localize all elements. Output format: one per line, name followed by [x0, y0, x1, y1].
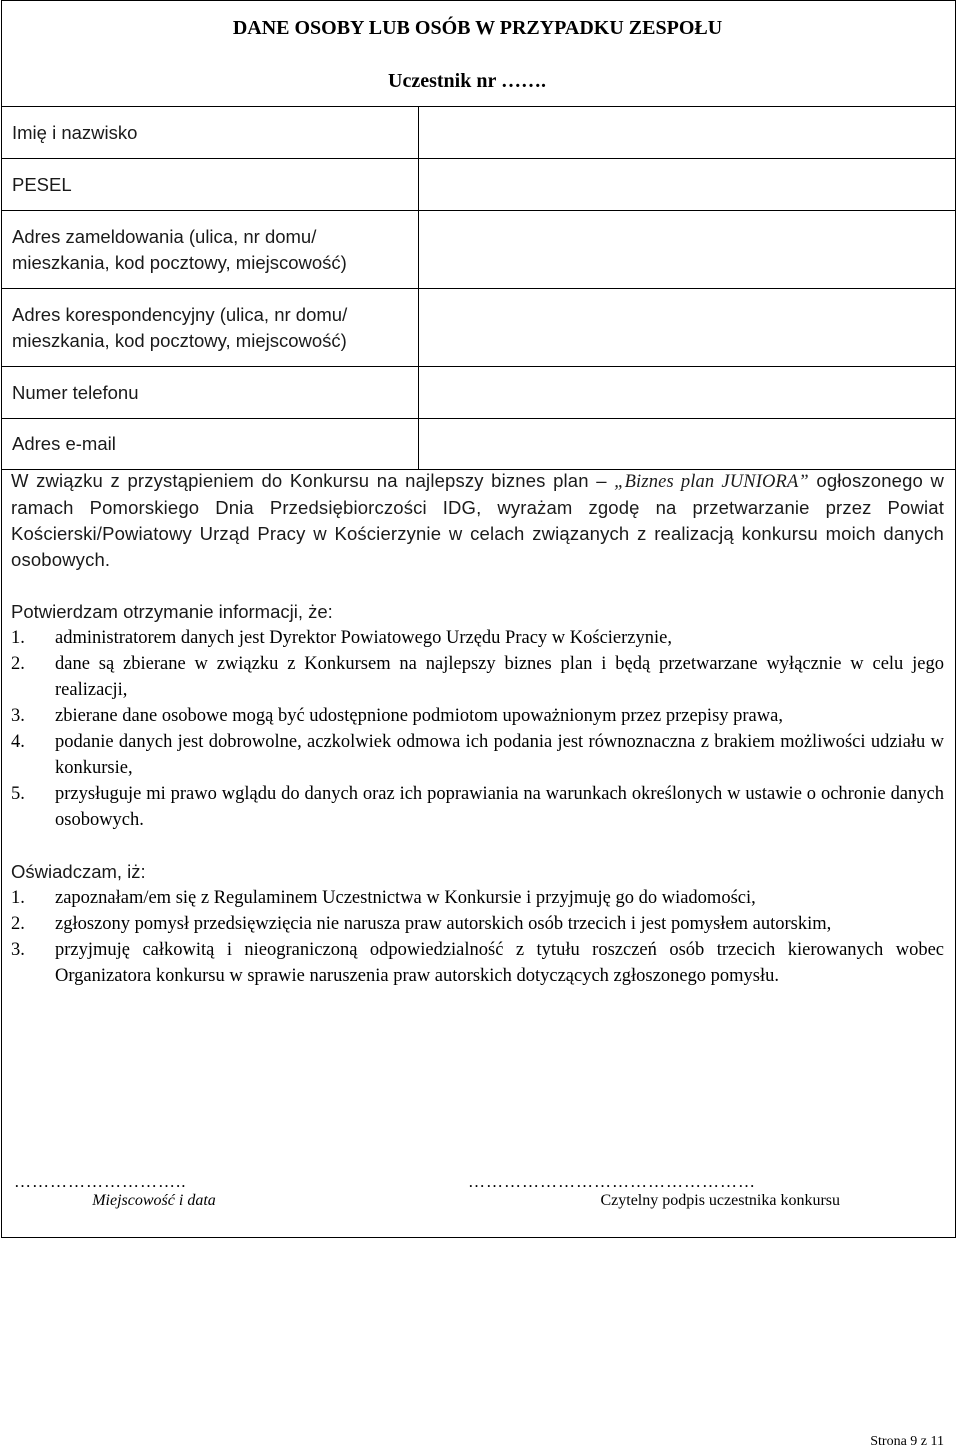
list-item: 1. administratorem danych jest Dyrektor Powiatowego Urzędu Pracy w Kościerzynie, [11, 628, 672, 648]
table-row [1, 419, 956, 470]
place-date-signature [14, 1172, 314, 1210]
participant-signature [468, 1172, 898, 1210]
field-label-correspondence-address: Adres korespondencyjny (ulica, nr domu/ mieszkania, kod pocztowy, miejscowość) [1, 289, 418, 367]
field-label-name: Imię i nazwisko [1, 107, 418, 159]
competition-name: „Biznes plan JUNIORA” [614, 472, 809, 492]
page-number: Strona 9 z 11 [870, 1434, 944, 1449]
declare-list [11, 885, 944, 989]
field-value-phone[interactable] [418, 367, 956, 419]
field-value-name[interactable] [418, 107, 956, 159]
field-value-registered-address[interactable] [418, 211, 956, 289]
signature-caption: Czytelny podpis uczestnika konkursu [600, 1192, 840, 1209]
list-item: 2. dane są zbierane w związku z Konkursem na najlepszy biznes plan i będą przetwarzane wyłącznie w celu jego realizacji, [11, 654, 944, 700]
list-item: 4. podanie danych jest dobrowolne, aczkolwiek odmowa ich podania jest równoznaczna z brakiem możliwości udziału w konkursie, [11, 732, 944, 778]
table-row [1, 367, 956, 419]
table-row [1, 159, 956, 211]
field-value-email[interactable] [418, 419, 956, 470]
consent-paragraph: W związku z przystąpieniem do Konkursu na najlepszy biznes plan – „Biznes plan JUNIORA” ogłoszonego w ramach Pomorskiego Dnia Przedsiębiorczości IDG, wyrażam zgodę na przetwarzanie przez Powiat Kościerski/Powiatowy Urząd Pracy w Kościerzynie w celach związanych z realizacją konkursu moich danych osobowych. [11, 470, 944, 570]
list-item: 5. przysługuje mi prawo wglądu do danych oraz ich poprawiania na warunkach określonych w ustawie o ochronie danych osobowych. [11, 784, 944, 830]
personal-data-table [1, 106, 956, 470]
table-row [1, 289, 956, 367]
table-row [1, 107, 956, 159]
list-item: 3. przyjmuję całkowitą i nieograniczoną odpowiedzialność z tytułu roszczeń osób trzecich kierowanych wobec Organizatora konkursu w sprawie naruszenia praw autorskich dotyczących zgłoszonego pomysłu. [11, 940, 944, 986]
field-value-pesel[interactable] [418, 159, 956, 211]
place-date-caption: Miejscowość i data [92, 1192, 216, 1209]
field-label-phone: Numer telefonu [1, 367, 418, 419]
list-item: 1. zapoznałam/em się z Regulaminem Uczestnictwa w Konkursie i przyjmuję go do wiadomości, [11, 888, 756, 908]
signature-line[interactable]: ………………………………………… [468, 1172, 756, 1191]
list-item: 2. zgłoszony pomysł przedsięwzięcia nie narusza praw autorskich osób trzecich i jest pomysłem autorskim, [11, 914, 832, 934]
place-date-line[interactable]: ……………………….. [14, 1172, 187, 1191]
field-value-correspondence-address[interactable] [418, 289, 956, 367]
field-label-pesel: PESEL [1, 159, 418, 211]
field-label-email: Adres e-mail [1, 419, 418, 470]
list-item: 3. zbierane dane osobowe mogą być udostępnione podmiotom upoważnionym przez przepisy prawa, [11, 706, 783, 726]
confirm-heading: Potwierdzam otrzymanie informacji, że: [11, 601, 333, 622]
confirm-list [11, 625, 944, 833]
participant-number: Uczestnik nr ……. [388, 70, 546, 92]
declare-heading: Oświadczam, iż: [11, 861, 146, 882]
table-row [1, 211, 956, 289]
declarations [11, 468, 944, 989]
field-label-registered-address: Adres zameldowania (ulica, nr domu/ mieszkania, kod pocztowy, miejscowość) [1, 211, 418, 289]
page-title: DANE OSOBY LUB OSÓB W PRZYPADKU ZESPOŁU [232, 17, 723, 39]
